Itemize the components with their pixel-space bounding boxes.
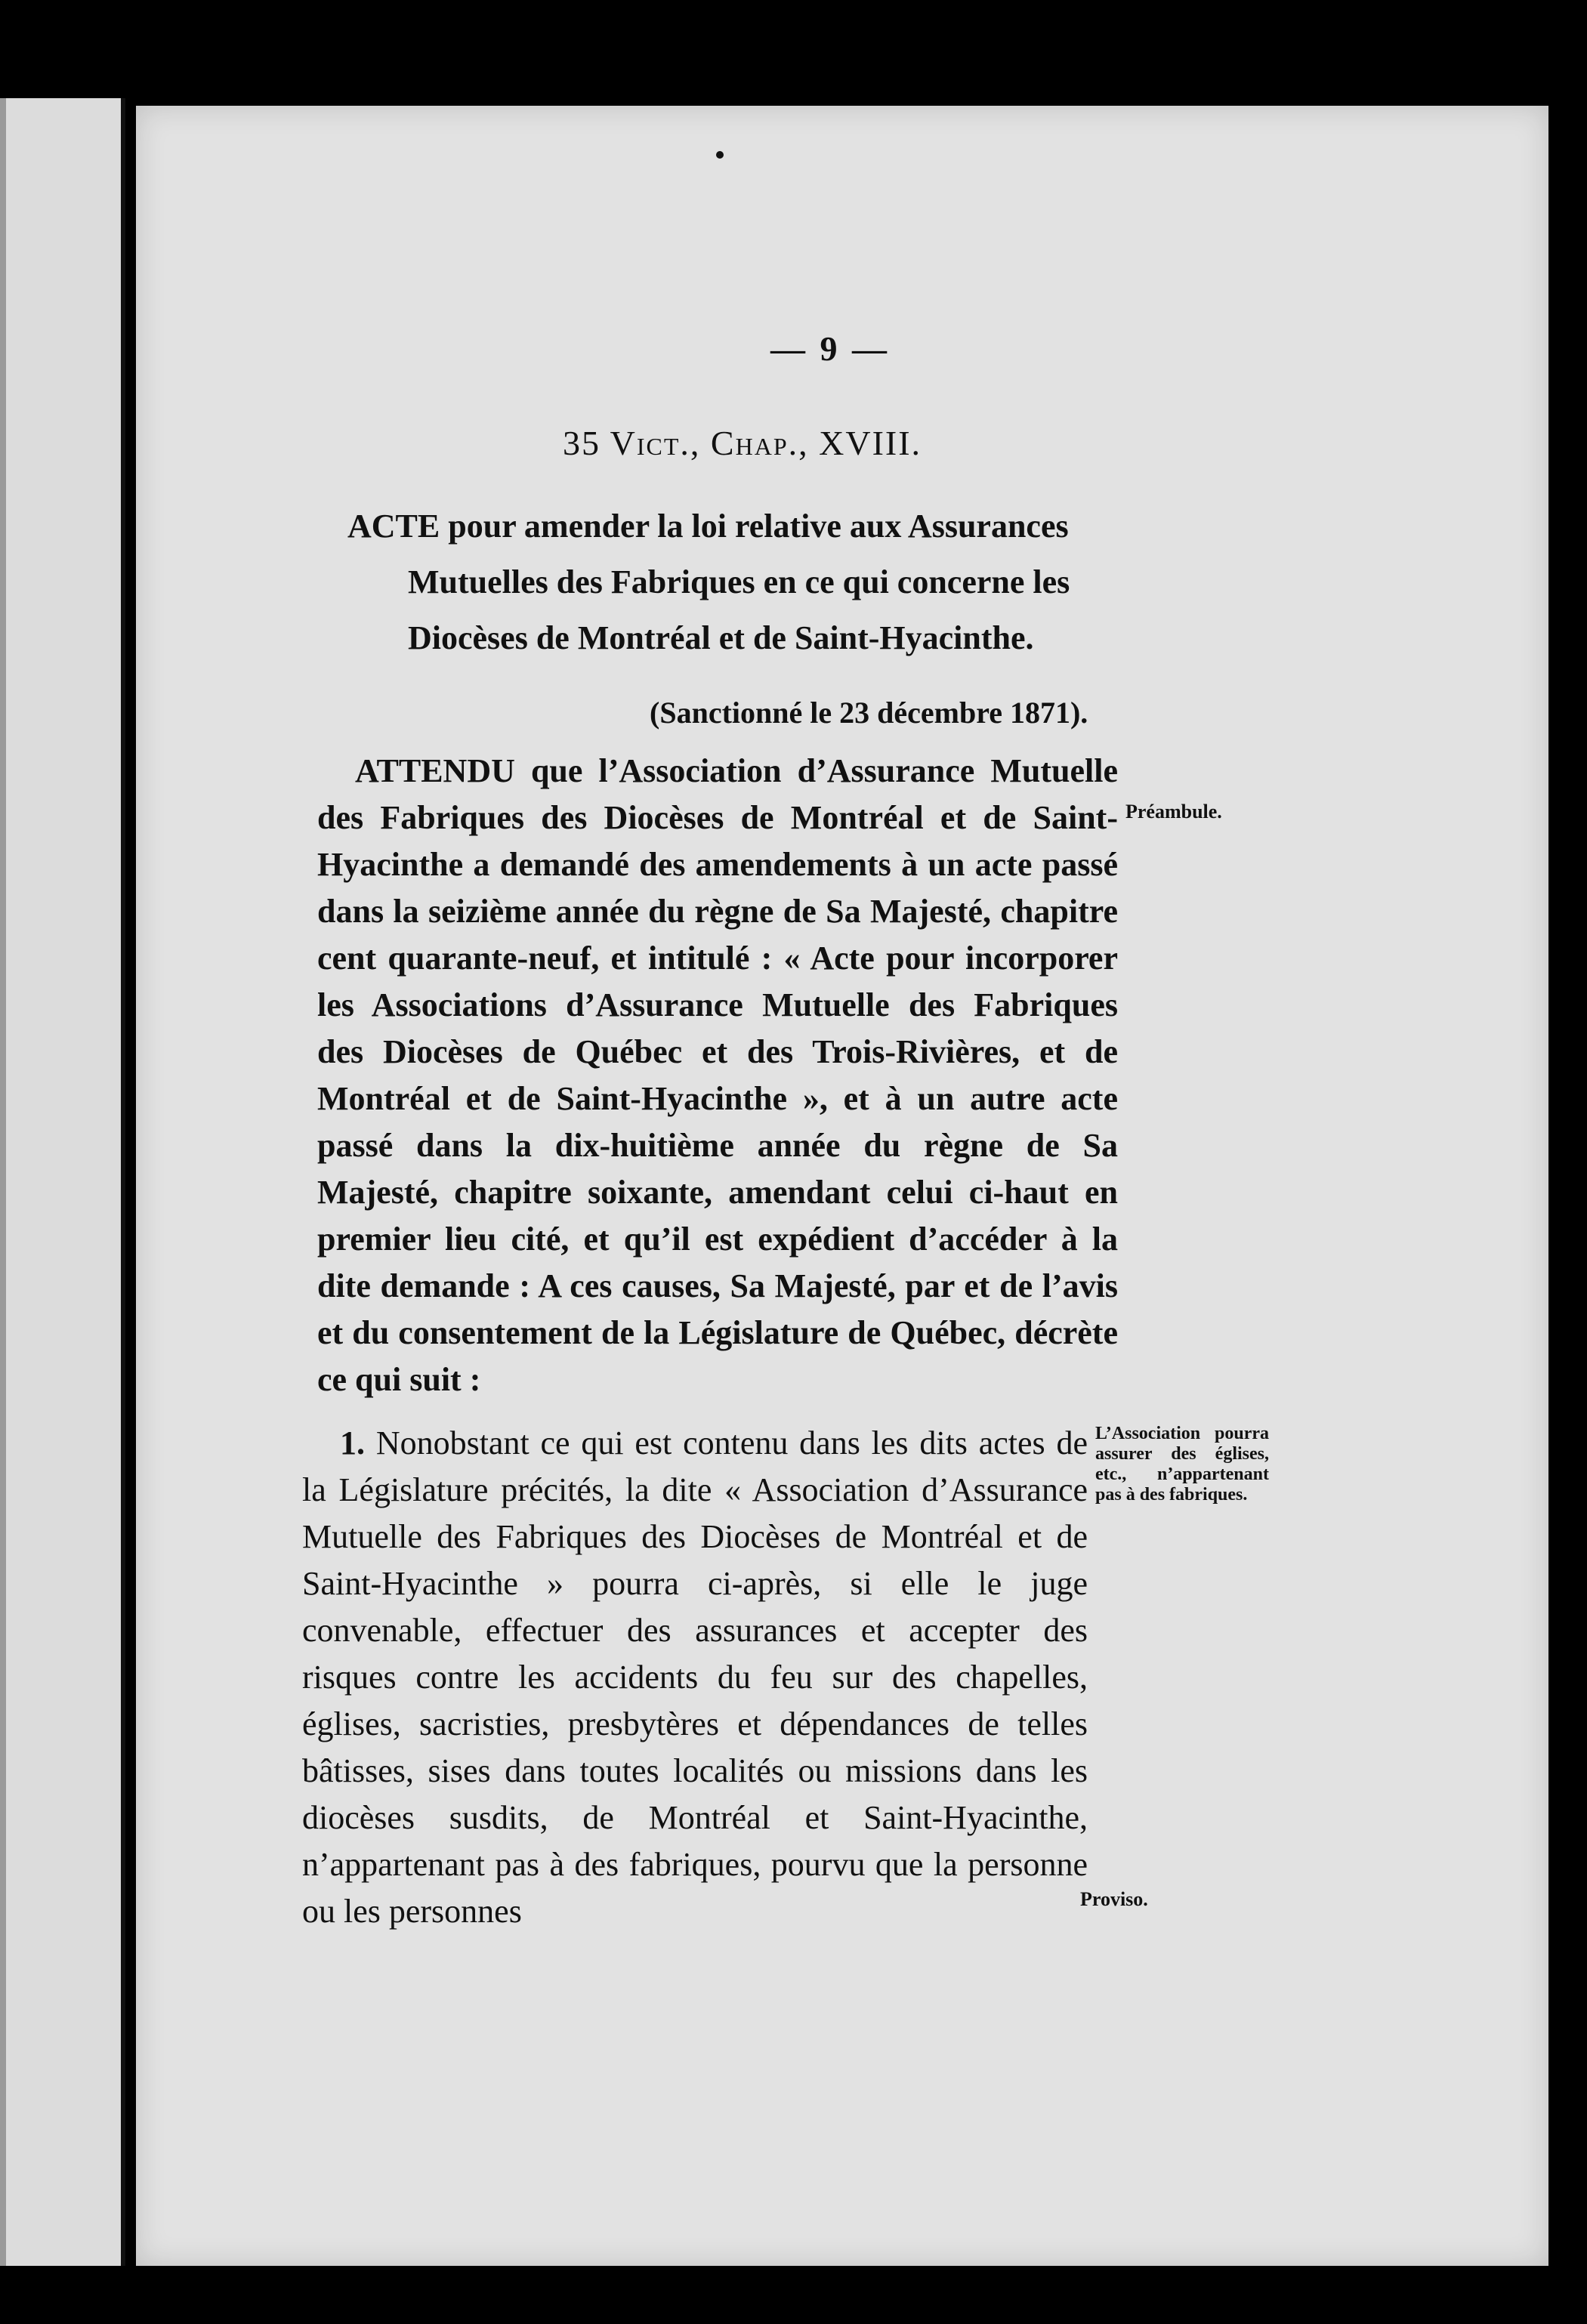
- act-title-line-2: Mutuelles des Fabriques en ce qui concerne les: [408, 563, 1070, 600]
- facing-page-edge: [0, 98, 125, 2266]
- chapter-heading: 35 Vict., Chap., XVIII.: [563, 424, 922, 462]
- page-number: — 9 —: [770, 329, 890, 368]
- margin-note-association: L’Association pourra assurer des églises, etc., n’appartenant pas à des fabriques.: [1095, 1424, 1269, 1505]
- section-number: 1.: [340, 1424, 365, 1461]
- print-speck: [716, 151, 724, 159]
- act-title-line-1: ACTE pour amender la loi relative aux Assurances: [347, 508, 1069, 545]
- act-title-line-3: Diocèses de Montréal et de Saint-Hyacinthe.: [408, 619, 1034, 656]
- preamble-paragraph: ATTENDU que l’Association d’Assurance Mutuelle des Fabriques des Diocèses de Montréal et de Saint-Hyacinthe a demandé des amendements à un acte passé dans la seizième année du règne de Sa Majesté, chapitre cent quarante-neuf, et intitulé : « Acte pour incorporer les Associations d’Assurance Mutuelle des Fabriques des Diocèses de Québec et des Trois-Rivières, et de Montréal et de Saint-Hyacinthe », et à un autre acte passé dans la dix-huitième année du règne de Sa Majesté, chapitre soixante, amendant celui ci-haut en premier lieu cité, et qu’il est expédient d’accéder à la dite demande : A ces causes, Sa Majesté, par et de l’avis et du consentement de la Législature de Québec, décrète ce qui suit :: [317, 752, 1118, 1398]
- act-title: [347, 498, 1125, 666]
- section-1-text: Nonobstant ce qui est contenu dans les dits actes de la Législature précités, la dite « Association d’Assurance Mutuelle des Fabriques des Diocèses de Montréal et de Saint-Hyacinthe » pourra ci-après, si elle le juge convenable, effectuer des assurances et accepter des risques contre les accidents du feu sur des chapelles, églises, sacristies, presbytères et dépendances de telles bâtisses, sises dans toutes localités ou missions dans les diocèses susdits, de Montréal et Saint-Hyacinthe, n’appartenant pas à des fabriques, pourvu que la personne ou les personnes: [302, 1424, 1088, 1930]
- section-1-paragraph: [302, 1420, 1088, 1935]
- sanction-date: (Sanctionné le 23 décembre 1871).: [650, 696, 1088, 730]
- facing-page-shadow: [0, 98, 6, 2266]
- margin-note-preambule: Préambule.: [1125, 801, 1222, 823]
- margin-note-proviso: Proviso.: [1080, 1888, 1148, 1910]
